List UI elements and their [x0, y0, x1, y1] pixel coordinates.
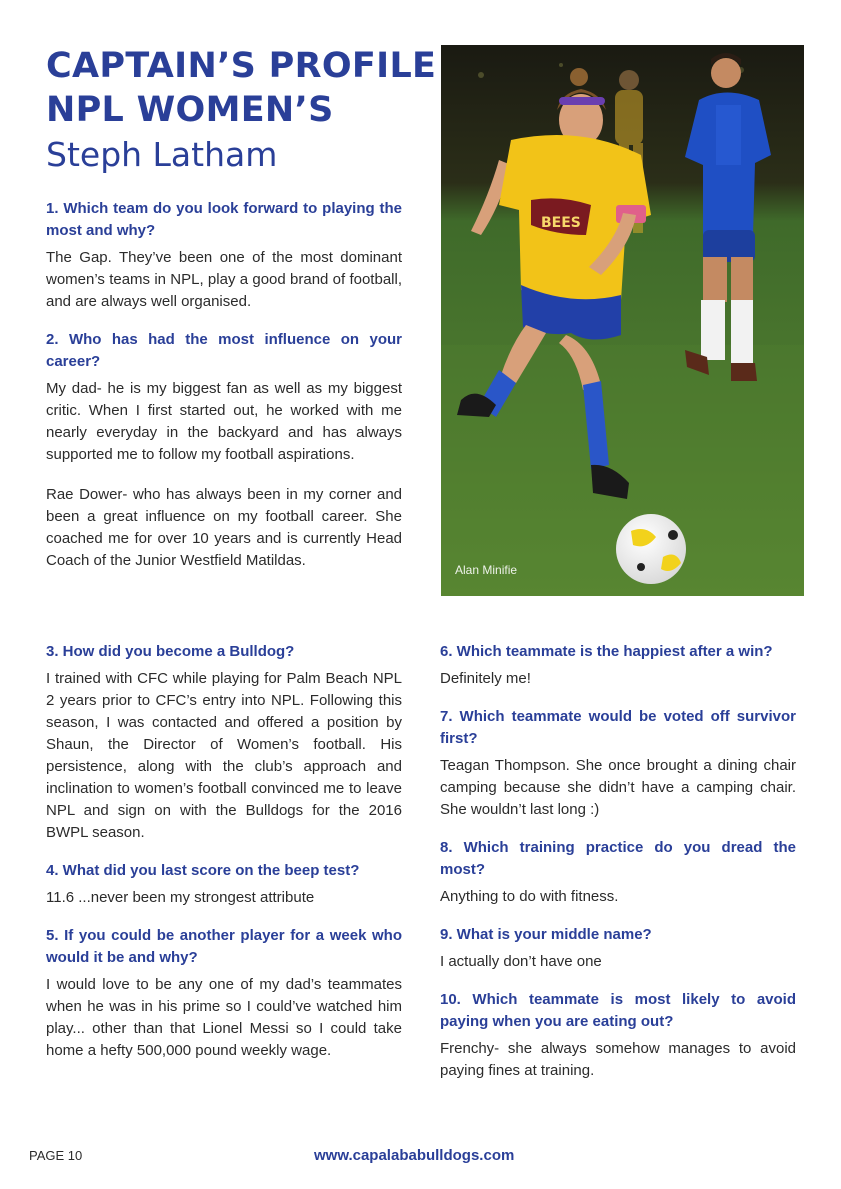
qa-item-6: [440, 641, 796, 690]
answer-5: I would love to be any one of my dad’s teammates when he was in his prime so I could’ve watched him play... other than that Lionel Messi so I could take home a hefty 500,000 pound weekly wage.: [46, 976, 402, 1059]
answer-6: Definitely me!: [440, 670, 531, 687]
answer-9: I actually don’t have one: [440, 953, 602, 970]
answer-7: Teagan Thompson. She once brought a dining chair camping because she didn’t have a camping chair. She wouldn’t last long :): [440, 757, 796, 818]
answer-8: Anything to do with fitness.: [440, 888, 619, 905]
qa-item-7: [440, 706, 796, 821]
player-photo: [441, 45, 804, 596]
photo-credit: Alan Minifie: [455, 563, 518, 577]
qa-item-3: [46, 641, 402, 844]
player-name: Steph Latham: [46, 135, 278, 174]
question-1: 1. Which team do you look forward to playing the most and why?: [46, 200, 402, 239]
answer-2b: Rae Dower- who has always been in my corner and been a great influence on my football career. She coached me for over 10 years and is currently Head Coach of the Junior Westfield Matildas.: [46, 486, 402, 569]
player-photo-illustration: [441, 45, 804, 596]
question-9: 9. What is your middle name?: [440, 926, 652, 943]
question-5: 5. If you could be another player for a week who would it be and why?: [46, 927, 402, 966]
question-8: 8. Which training practice do you dread the most?: [440, 839, 796, 878]
website-link[interactable]: www.capalababulldogs.com: [314, 1147, 515, 1164]
page-number: PAGE 10: [29, 1148, 83, 1163]
qa-item-4: [46, 860, 402, 909]
answer-4: 11.6 ...never been my strongest attribute: [46, 889, 315, 906]
page-title-line-1: CAPTAIN’S PROFILE: [46, 46, 437, 86]
left-column-bottom: [46, 641, 402, 1078]
answer-3: I trained with CFC while playing for Palm Beach NPL 2 years prior to CFC’s entry into NPL. Following this season, I was contacted and offered a position by Shaun, the Director of Women’s football. His persistence, along with the club’s approach and inclination to women’s football convinced me to leave NPL and sign on with the Bulldogs for the 2016 BWPL season.: [46, 670, 402, 841]
right-column: [440, 641, 796, 1098]
qa-item-1: [46, 198, 402, 313]
soccer-ball: [616, 514, 686, 584]
qa-item-9: [440, 924, 796, 973]
svg-text:BEES: BEES: [541, 215, 581, 231]
answer-1: The Gap. They’ve been one of the most dominant women’s teams in NPL, play a good brand of football, and are always well organised.: [46, 249, 402, 310]
qa-item-5: [46, 925, 402, 1062]
page-header: [46, 44, 437, 178]
question-10: 10. Which teammate is most likely to avoid paying when you are eating out?: [440, 991, 796, 1030]
qa-item-10: [440, 989, 796, 1082]
question-3: 3. How did you become a Bulldog?: [46, 643, 295, 660]
question-6: 6. Which teammate is the happiest after a win?: [440, 643, 773, 660]
qa-item-8: [440, 837, 796, 908]
left-column-top: [46, 198, 402, 588]
page-title-line-2: NPL WOMEN’S: [46, 90, 334, 130]
answer-2a: My dad- he is my biggest fan as well as my biggest critic. When I first started out, he worked with me nearly everyday in the backyard and has always supported me to follow my football aspirations.: [46, 380, 402, 463]
question-2: 2. Who has had the most influence on your career?: [46, 331, 402, 370]
question-7: 7. Which teammate would be voted off survivor first?: [440, 708, 796, 747]
answer-10: Frenchy- she always somehow manages to avoid paying fines at training.: [440, 1040, 796, 1079]
question-4: 4. What did you last score on the beep test?: [46, 862, 360, 879]
qa-item-2: [46, 329, 402, 572]
